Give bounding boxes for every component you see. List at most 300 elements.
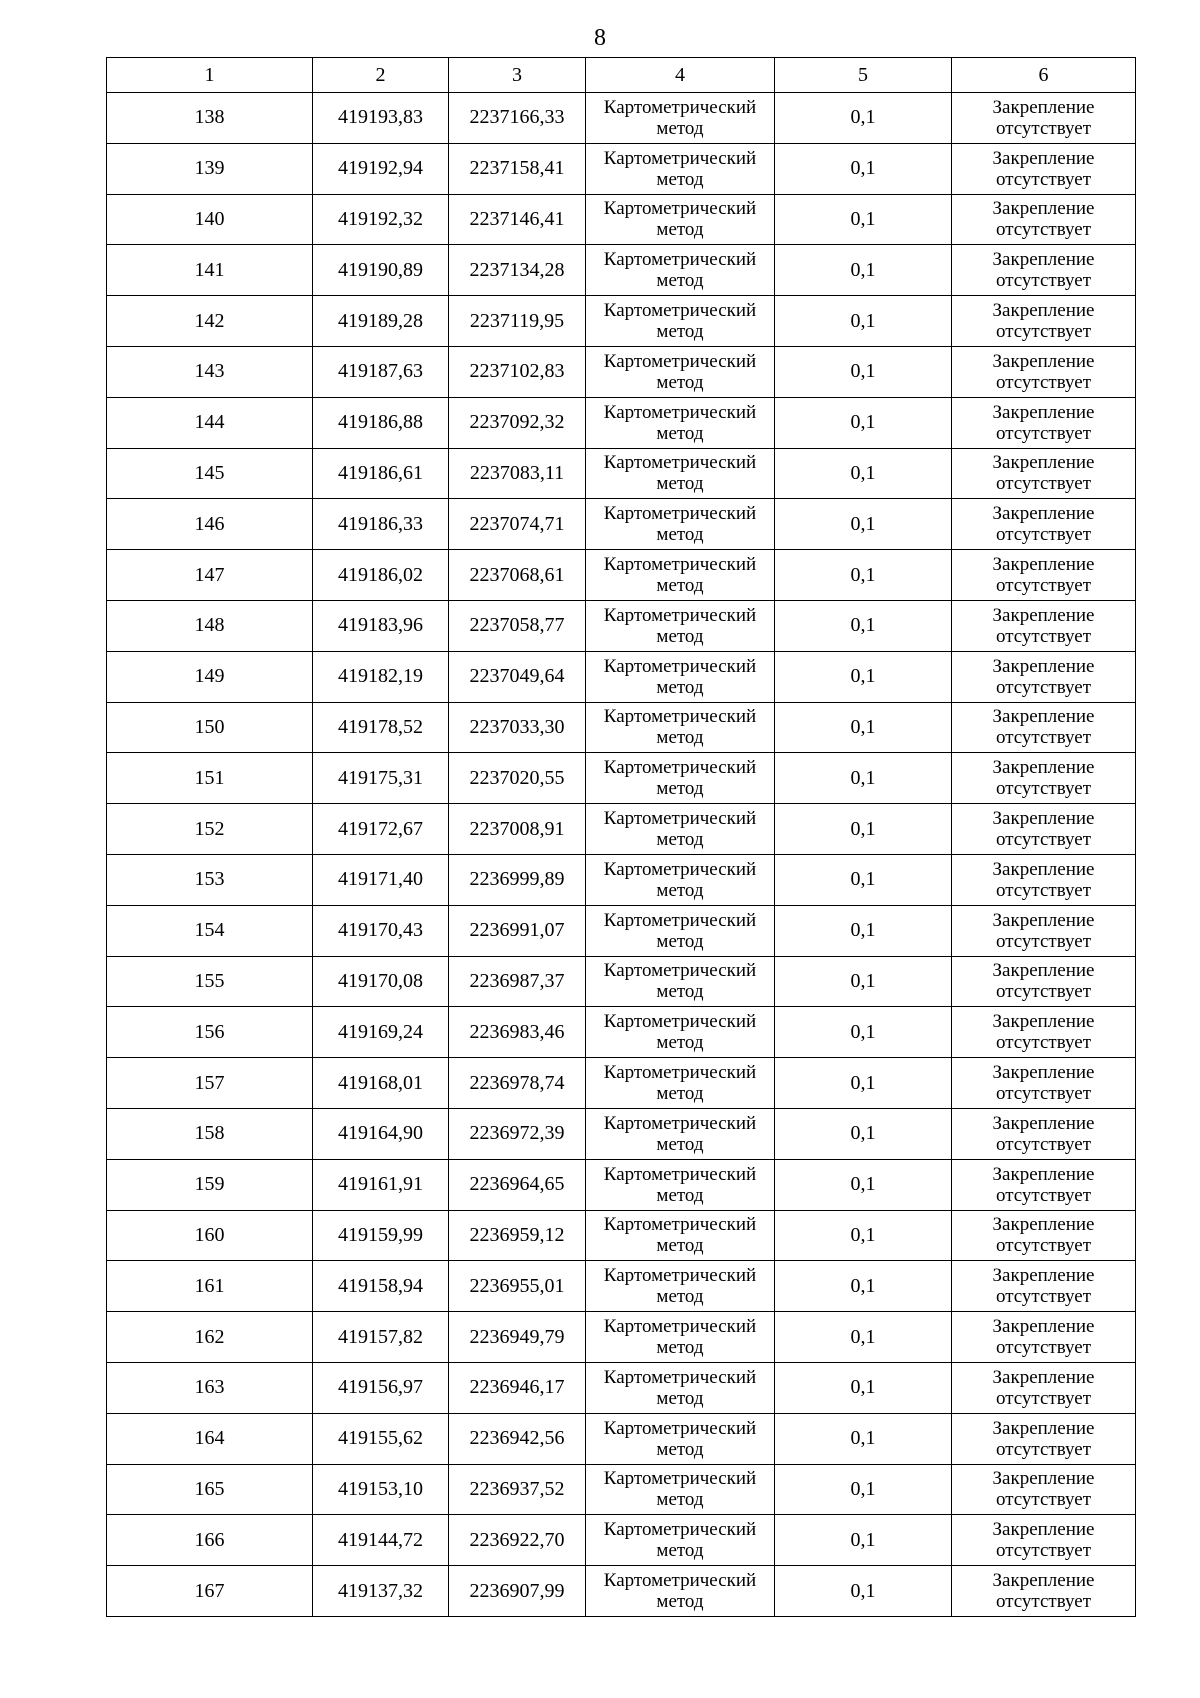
status-cell-line-2: отсутствует: [995, 168, 1092, 190]
method-cell-line-1: Картометрический: [603, 1570, 757, 1591]
x-coordinate-cell: 419186,02: [313, 550, 449, 601]
x-coordinate-cell: 419153,10: [313, 1464, 449, 1515]
status-cell: [952, 1058, 1136, 1109]
status-cell: [952, 1362, 1136, 1413]
table-row: [107, 1312, 1136, 1363]
status-cell-line-2: отсутствует: [995, 676, 1092, 698]
method-cell: [586, 905, 775, 956]
status-cell: [952, 93, 1136, 144]
x-coordinate-cell: 419157,82: [313, 1312, 449, 1363]
status-cell-line-1: Закрепление: [992, 350, 1095, 372]
point-number-cell: 143: [107, 346, 313, 397]
status-cell: [952, 753, 1136, 804]
status-cell: [952, 346, 1136, 397]
point-number-cell: 145: [107, 448, 313, 499]
accuracy-cell: 0,1: [775, 93, 952, 144]
method-cell-line-1: Картометрический: [603, 960, 757, 982]
method-cell-line-2: метод: [656, 524, 704, 546]
status-cell-line-2: отсутствует: [995, 371, 1092, 393]
y-coordinate-cell: 2236987,37: [449, 956, 586, 1007]
method-cell: [586, 397, 775, 448]
method-cell: [586, 1058, 775, 1109]
status-cell-line-1: Закрепление: [992, 1214, 1095, 1236]
method-cell-line-1: Картометрический: [603, 554, 757, 576]
x-coordinate-cell: 419161,91: [313, 1159, 449, 1210]
point-number-cell: 157: [107, 1058, 313, 1109]
method-cell: [586, 93, 775, 144]
method-cell-line-2: метод: [656, 1387, 704, 1409]
point-number-cell: 167: [107, 1566, 313, 1617]
table-body: [107, 93, 1136, 1617]
x-coordinate-cell: 419192,94: [313, 143, 449, 194]
table-row: [107, 1464, 1136, 1515]
status-cell-line-2: отсутствует: [995, 219, 1092, 241]
y-coordinate-cell: 2237119,95: [449, 296, 586, 347]
point-number-cell: 159: [107, 1159, 313, 1210]
page-number: 8: [594, 25, 606, 51]
column-header-1: 1: [107, 58, 313, 93]
method-cell-line-2: метод: [656, 879, 704, 901]
method-cell: [586, 194, 775, 245]
table-row: [107, 956, 1136, 1007]
status-cell-line-1: Закрепление: [992, 1366, 1095, 1388]
status-cell-line-1: Закрепление: [992, 604, 1095, 626]
y-coordinate-cell: 2237049,64: [449, 651, 586, 702]
x-coordinate-cell: 419155,62: [313, 1413, 449, 1464]
table-row: [107, 1261, 1136, 1312]
accuracy-cell: 0,1: [775, 1261, 952, 1312]
point-number-cell: 149: [107, 651, 313, 702]
status-cell-line-1: Закрепление: [992, 249, 1095, 271]
x-coordinate-cell: 419183,96: [313, 600, 449, 651]
status-cell-line-1: Закрепление: [992, 1417, 1095, 1439]
method-cell-line-1: Картометрический: [603, 300, 757, 322]
status-cell-line-2: отсутствует: [995, 1286, 1092, 1308]
status-cell: [952, 1413, 1136, 1464]
x-coordinate-cell: 419186,33: [313, 499, 449, 550]
method-cell-line-2: метод: [656, 778, 704, 800]
x-coordinate-cell: 419172,67: [313, 804, 449, 855]
x-coordinate-cell: 419186,88: [313, 397, 449, 448]
point-number-cell: 164: [107, 1413, 313, 1464]
x-coordinate-cell: 419171,40: [313, 854, 449, 905]
accuracy-cell: 0,1: [775, 854, 952, 905]
table-row: [107, 1515, 1136, 1566]
method-cell-line-1: Картометрический: [603, 1062, 757, 1084]
status-cell: [952, 448, 1136, 499]
table-row: [107, 651, 1136, 702]
method-cell-line-1: Картометрический: [603, 1214, 757, 1236]
status-cell-line-1: Закрепление: [992, 655, 1095, 677]
status-cell-line-1: Закрепление: [992, 554, 1095, 576]
status-cell: [952, 245, 1136, 296]
point-number-cell: 160: [107, 1210, 313, 1261]
status-cell-line-1: Закрепление: [992, 1519, 1095, 1541]
status-cell: [952, 550, 1136, 601]
method-cell: [586, 346, 775, 397]
method-cell-line-1: Картометрический: [603, 503, 757, 525]
status-cell: [952, 651, 1136, 702]
status-cell-line-2: отсутствует: [995, 1438, 1092, 1460]
y-coordinate-cell: 2236946,17: [449, 1362, 586, 1413]
method-cell: [586, 753, 775, 804]
status-cell-line-2: отсутствует: [995, 1235, 1092, 1257]
status-cell: [952, 854, 1136, 905]
x-coordinate-cell: 419175,31: [313, 753, 449, 804]
accuracy-cell: 0,1: [775, 245, 952, 296]
method-cell-line-2: метод: [656, 371, 704, 393]
y-coordinate-cell: 2237033,30: [449, 702, 586, 753]
accuracy-cell: 0,1: [775, 651, 952, 702]
status-cell: [952, 702, 1136, 753]
method-cell: [586, 296, 775, 347]
method-cell: [586, 956, 775, 1007]
method-cell-line-2: метод: [656, 422, 704, 444]
point-number-cell: 151: [107, 753, 313, 804]
status-cell-line-1: Закрепление: [992, 401, 1095, 423]
method-cell-line-1: Картометрический: [603, 1468, 757, 1490]
method-cell-line-2: метод: [656, 575, 704, 597]
table-row: [107, 600, 1136, 651]
method-cell-line-2: метод: [656, 1438, 704, 1460]
status-cell: [952, 1007, 1136, 1058]
method-cell-line-2: метод: [656, 1591, 704, 1612]
method-cell-line-1: Картометрический: [603, 1163, 757, 1185]
accuracy-cell: 0,1: [775, 1007, 952, 1058]
status-cell-line-2: отсутствует: [995, 422, 1092, 444]
method-cell-line-1: Картометрический: [603, 858, 757, 880]
y-coordinate-cell: 2237058,77: [449, 600, 586, 651]
method-cell: [586, 1566, 775, 1617]
method-cell-line-2: метод: [656, 1184, 704, 1206]
point-number-cell: 162: [107, 1312, 313, 1363]
method-cell: [586, 702, 775, 753]
point-number-cell: 166: [107, 1515, 313, 1566]
status-cell-line-2: отсутствует: [995, 1133, 1092, 1155]
status-cell: [952, 194, 1136, 245]
method-cell: [586, 1312, 775, 1363]
accuracy-cell: 0,1: [775, 194, 952, 245]
point-number-cell: 142: [107, 296, 313, 347]
table-row: [107, 499, 1136, 550]
table-row: [107, 550, 1136, 601]
status-cell-line-1: Закрепление: [992, 198, 1095, 220]
status-cell-line-2: отсутствует: [995, 981, 1092, 1003]
method-cell-line-2: метод: [656, 473, 704, 495]
status-cell-line-2: отсутствует: [995, 524, 1092, 546]
method-cell-line-1: Картометрический: [603, 452, 757, 474]
method-cell-line-1: Картометрический: [603, 1366, 757, 1388]
table-row: [107, 397, 1136, 448]
method-cell: [586, 1261, 775, 1312]
method-cell-line-1: Картометрический: [603, 808, 757, 830]
status-cell-line-1: Закрепление: [992, 808, 1095, 830]
status-cell-line-1: Закрепление: [992, 706, 1095, 728]
method-cell-line-1: Картометрический: [603, 147, 757, 169]
method-cell: [586, 499, 775, 550]
status-cell-line-1: Закрепление: [992, 1062, 1095, 1084]
table-row: [107, 1210, 1136, 1261]
table-row: [107, 1362, 1136, 1413]
method-cell-line-2: метод: [656, 219, 704, 241]
method-cell: [586, 245, 775, 296]
point-number-cell: 163: [107, 1362, 313, 1413]
status-cell: [952, 1566, 1136, 1617]
accuracy-cell: 0,1: [775, 1566, 952, 1617]
y-coordinate-cell: 2236937,52: [449, 1464, 586, 1515]
x-coordinate-cell: 419192,32: [313, 194, 449, 245]
status-cell: [952, 1464, 1136, 1515]
y-coordinate-cell: 2237020,55: [449, 753, 586, 804]
y-coordinate-cell: 2237134,28: [449, 245, 586, 296]
table-row: [107, 143, 1136, 194]
point-number-cell: 155: [107, 956, 313, 1007]
method-cell-line-1: Картометрический: [603, 350, 757, 372]
status-cell-line-1: Закрепление: [992, 1316, 1095, 1338]
status-cell: [952, 1159, 1136, 1210]
accuracy-cell: 0,1: [775, 804, 952, 855]
method-cell-line-2: метод: [656, 625, 704, 647]
y-coordinate-cell: 2236922,70: [449, 1515, 586, 1566]
method-cell: [586, 600, 775, 651]
method-cell: [586, 651, 775, 702]
status-cell-line-2: отсутствует: [995, 1387, 1092, 1409]
method-cell-line-1: Картометрический: [603, 401, 757, 423]
status-cell-line-2: отсутствует: [995, 1540, 1092, 1562]
status-cell-line-1: Закрепление: [992, 960, 1095, 982]
x-coordinate-cell: 419159,99: [313, 1210, 449, 1261]
column-header-3: 3: [449, 58, 586, 93]
point-number-cell: 150: [107, 702, 313, 753]
status-cell-line-1: Закрепление: [992, 1011, 1095, 1033]
y-coordinate-cell: 2237146,41: [449, 194, 586, 245]
accuracy-cell: 0,1: [775, 753, 952, 804]
point-number-cell: 156: [107, 1007, 313, 1058]
y-coordinate-cell: 2236978,74: [449, 1058, 586, 1109]
y-coordinate-cell: 2237102,83: [449, 346, 586, 397]
method-cell-line-2: метод: [656, 829, 704, 851]
method-cell-line-2: метод: [656, 1286, 704, 1308]
x-coordinate-cell: 419189,28: [313, 296, 449, 347]
method-cell-line-2: метод: [656, 1133, 704, 1155]
method-cell: [586, 854, 775, 905]
point-number-cell: 144: [107, 397, 313, 448]
status-cell-line-2: отсутствует: [995, 829, 1092, 851]
x-coordinate-cell: 419170,08: [313, 956, 449, 1007]
status-cell-line-1: Закрепление: [992, 757, 1095, 779]
status-cell-line-2: отсутствует: [995, 727, 1092, 749]
point-number-cell: 138: [107, 93, 313, 144]
y-coordinate-cell: 2237158,41: [449, 143, 586, 194]
accuracy-cell: 0,1: [775, 1362, 952, 1413]
method-cell-line-1: Картометрический: [603, 604, 757, 626]
method-cell: [586, 1007, 775, 1058]
method-cell-line-2: метод: [656, 1337, 704, 1359]
x-coordinate-cell: 419170,43: [313, 905, 449, 956]
y-coordinate-cell: 2237074,71: [449, 499, 586, 550]
table-row: [107, 1413, 1136, 1464]
accuracy-cell: 0,1: [775, 1515, 952, 1566]
status-cell: [952, 956, 1136, 1007]
status-cell-line-1: Закрепление: [992, 1163, 1095, 1185]
point-number-cell: 141: [107, 245, 313, 296]
status-cell: [952, 905, 1136, 956]
status-cell-line-2: отсутствует: [995, 117, 1092, 139]
method-cell-line-1: Картометрический: [603, 96, 757, 118]
method-cell-line-2: метод: [656, 1489, 704, 1511]
status-cell-line-2: отсутствует: [995, 778, 1092, 800]
status-cell-line-2: отсутствует: [995, 1083, 1092, 1105]
point-number-cell: 139: [107, 143, 313, 194]
point-number-cell: 146: [107, 499, 313, 550]
status-cell: [952, 600, 1136, 651]
method-cell-line-2: метод: [656, 930, 704, 952]
accuracy-cell: 0,1: [775, 550, 952, 601]
table-row: [107, 1007, 1136, 1058]
status-cell-line-2: отсутствует: [995, 1337, 1092, 1359]
status-cell: [952, 143, 1136, 194]
status-cell-line-1: Закрепление: [992, 909, 1095, 931]
method-cell-line-1: Картометрический: [603, 1417, 757, 1439]
table-row: [107, 1058, 1136, 1109]
status-cell: [952, 296, 1136, 347]
method-cell: [586, 1464, 775, 1515]
table-row: [107, 753, 1136, 804]
x-coordinate-cell: 419164,90: [313, 1108, 449, 1159]
method-cell: [586, 448, 775, 499]
method-cell-line-2: метод: [656, 1083, 704, 1105]
method-cell: [586, 804, 775, 855]
method-cell-line-1: Картометрический: [603, 1316, 757, 1338]
accuracy-cell: 0,1: [775, 1159, 952, 1210]
status-cell-line-2: отсутствует: [995, 1591, 1092, 1612]
status-cell-line-1: Закрепление: [992, 1570, 1095, 1591]
table-row: [107, 448, 1136, 499]
method-cell-line-1: Картометрический: [603, 706, 757, 728]
accuracy-cell: 0,1: [775, 1058, 952, 1109]
x-coordinate-cell: 419158,94: [313, 1261, 449, 1312]
column-header-6: 6: [952, 58, 1136, 93]
y-coordinate-cell: 2236972,39: [449, 1108, 586, 1159]
status-cell-line-1: Закрепление: [992, 1265, 1095, 1287]
status-cell-line-1: Закрепление: [992, 858, 1095, 880]
method-cell-line-1: Картометрический: [603, 909, 757, 931]
accuracy-cell: 0,1: [775, 397, 952, 448]
method-cell-line-1: Картометрический: [603, 1265, 757, 1287]
status-cell-line-1: Закрепление: [992, 96, 1095, 118]
method-cell: [586, 1159, 775, 1210]
y-coordinate-cell: 2236964,65: [449, 1159, 586, 1210]
y-coordinate-cell: 2236959,12: [449, 1210, 586, 1261]
x-coordinate-cell: 419156,97: [313, 1362, 449, 1413]
point-number-cell: 153: [107, 854, 313, 905]
point-number-cell: 158: [107, 1108, 313, 1159]
method-cell-line-1: Картометрический: [603, 1112, 757, 1134]
status-cell-line-1: Закрепление: [992, 452, 1095, 474]
status-cell-line-1: Закрепление: [992, 147, 1095, 169]
table-row: [107, 702, 1136, 753]
point-number-cell: 147: [107, 550, 313, 601]
point-number-cell: 154: [107, 905, 313, 956]
status-cell: [952, 1108, 1136, 1159]
point-number-cell: 161: [107, 1261, 313, 1312]
x-coordinate-cell: 419168,01: [313, 1058, 449, 1109]
status-cell-line-2: отсутствует: [995, 575, 1092, 597]
status-cell-line-1: Закрепление: [992, 1468, 1095, 1490]
accuracy-cell: 0,1: [775, 1464, 952, 1515]
point-number-cell: 148: [107, 600, 313, 651]
y-coordinate-cell: 2236907,99: [449, 1566, 586, 1617]
method-cell-line-1: Картометрический: [603, 1011, 757, 1033]
x-coordinate-cell: 419169,24: [313, 1007, 449, 1058]
method-cell: [586, 550, 775, 601]
table-header-row: [107, 58, 1136, 93]
x-coordinate-cell: 419190,89: [313, 245, 449, 296]
accuracy-cell: 0,1: [775, 956, 952, 1007]
accuracy-cell: 0,1: [775, 448, 952, 499]
status-cell-line-2: отсутствует: [995, 321, 1092, 343]
table-row: [107, 804, 1136, 855]
status-cell-line-2: отсутствует: [995, 1032, 1092, 1054]
status-cell: [952, 1312, 1136, 1363]
method-cell-line-2: метод: [656, 727, 704, 749]
accuracy-cell: 0,1: [775, 1210, 952, 1261]
method-cell-line-1: Картометрический: [603, 655, 757, 677]
accuracy-cell: 0,1: [775, 346, 952, 397]
y-coordinate-cell: 2237092,32: [449, 397, 586, 448]
method-cell-line-2: метод: [656, 168, 704, 190]
method-cell-line-2: метод: [656, 1235, 704, 1257]
accuracy-cell: 0,1: [775, 1413, 952, 1464]
status-cell: [952, 1261, 1136, 1312]
method-cell: [586, 1413, 775, 1464]
y-coordinate-cell: 2237166,33: [449, 93, 586, 144]
x-coordinate-cell: 419186,61: [313, 448, 449, 499]
table-row: [107, 194, 1136, 245]
status-cell: [952, 499, 1136, 550]
status-cell-line-2: отсутствует: [995, 1489, 1092, 1511]
x-coordinate-cell: 419137,32: [313, 1566, 449, 1617]
table-row: [107, 854, 1136, 905]
accuracy-cell: 0,1: [775, 702, 952, 753]
method-cell-line-2: метод: [656, 1540, 704, 1562]
table-row: [107, 1159, 1136, 1210]
accuracy-cell: 0,1: [775, 143, 952, 194]
x-coordinate-cell: 419193,83: [313, 93, 449, 144]
status-cell-line-2: отсутствует: [995, 879, 1092, 901]
y-coordinate-cell: 2236949,79: [449, 1312, 586, 1363]
status-cell: [952, 1515, 1136, 1566]
table-row: [107, 905, 1136, 956]
method-cell-line-2: метод: [656, 676, 704, 698]
accuracy-cell: 0,1: [775, 600, 952, 651]
column-header-5: 5: [775, 58, 952, 93]
status-cell: [952, 1210, 1136, 1261]
table-row: [107, 1566, 1136, 1617]
method-cell-line-2: метод: [656, 117, 704, 139]
method-cell-line-2: метод: [656, 981, 704, 1003]
status-cell: [952, 397, 1136, 448]
x-coordinate-cell: 419178,52: [313, 702, 449, 753]
method-cell-line-2: метод: [656, 270, 704, 292]
accuracy-cell: 0,1: [775, 1108, 952, 1159]
status-cell: [952, 804, 1136, 855]
table-row: [107, 245, 1136, 296]
status-cell-line-2: отсутствует: [995, 270, 1092, 292]
y-coordinate-cell: 2237083,11: [449, 448, 586, 499]
y-coordinate-cell: 2237068,61: [449, 550, 586, 601]
point-number-cell: 165: [107, 1464, 313, 1515]
